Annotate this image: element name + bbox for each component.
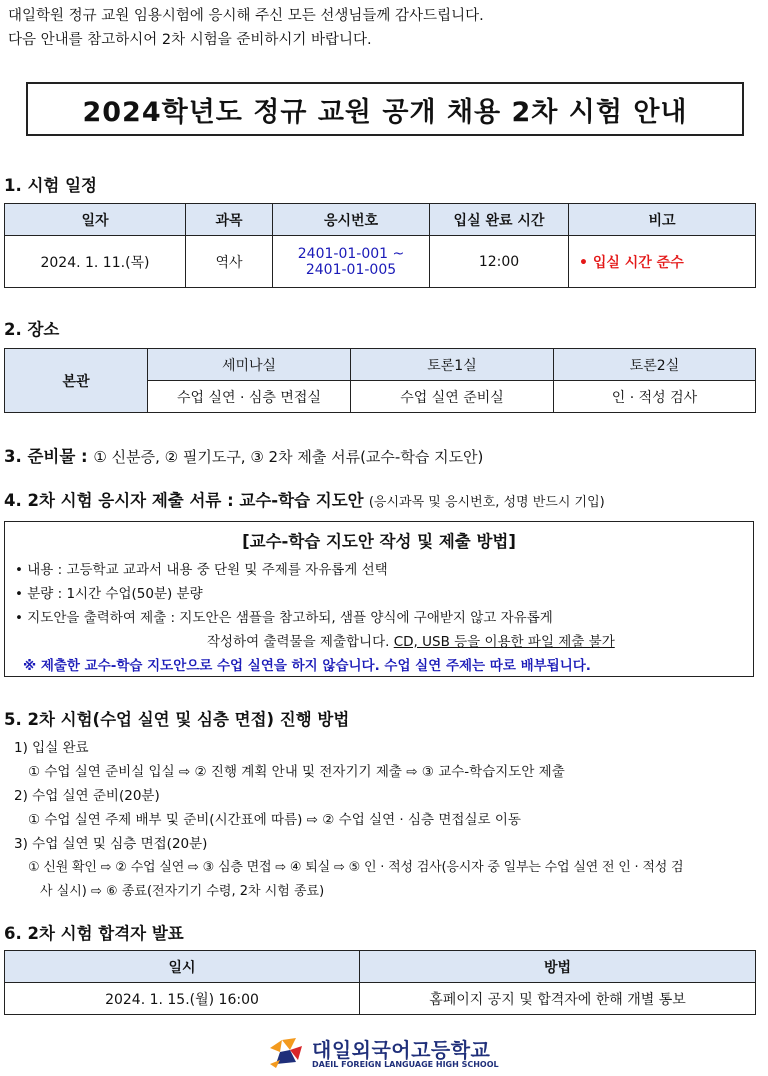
procedure-2-steps: ① 수업 실연 주제 배부 및 준비(시간표에 따름) ⇨ ② 수업 실연 · 심층 면접실로 이동 [28,812,521,828]
guide-item-submit-cont-text: 작성하여 출력물을 제출합니다. [207,634,390,650]
announcement-header-datetime: 일시 [5,951,360,983]
announcement-method: 홈페이지 공지 및 합격자에 한해 개별 통보 [360,983,756,1015]
guide-item-submit: • 지도안을 출력하여 제출 : 지도안은 샘플을 참고하되, 샘플 양식에 구애받지 않고 자유롭게 [15,610,553,626]
schedule-date: 2024. 1. 11.(목) [5,236,186,288]
guide-box [4,521,754,677]
guide-title: [교수-학습 지도안 작성 및 제출 방법] [242,532,516,551]
procedure-3-steps-line-2: 사 실시) ⇨ ⑥ 종료(전자기기 수령, 2차 시험 종료) [40,884,325,899]
schedule-header-number: 응시번호 [273,204,430,236]
announcement-datetime: 2024. 1. 15.(월) 16:00 [5,983,360,1015]
announcement-header-method: 방법 [360,951,756,983]
page-title: 2024학년도 정규 교원 공개 채용 2차 시험 안내 [26,82,744,136]
section-3-text: ① 신분증, ② 필기도구, ③ 2차 제출 서류(교수-학습 지도안) [93,448,484,466]
section-3-heading [4,443,483,467]
location-table [4,348,756,413]
school-name-en: DAEIL FOREIGN LANGUAGE HIGH SCHOOL [312,1060,499,1069]
schedule-subject: 역사 [186,236,273,288]
intro-line-2: 다음 안내를 참고하시어 2차 시험을 준비하시기 바랍니다. [8,32,372,48]
procedure-3-steps-line-1: ① 신원 확인 ⇨ ② 수업 실연 ⇨ ③ 심층 면접 ⇨ ④ 퇴실 ⇨ ⑤ 인 · 적성 검사(응시자 중 일부는 수업 실연 전 인 · 적성 검 [28,860,684,875]
schedule-table [4,203,756,288]
school-emblem-icon [266,1036,308,1070]
procedure-1-title: 1) 입실 완료 [14,740,89,756]
procedure-3-title: 3) 수업 실연 및 심층 면접(20분) [14,836,208,852]
section-2-heading: 2. 장소 [4,320,60,339]
section-4-note: (응시과목 및 응시번호, 성명 반드시 기입) [368,495,605,510]
section-6-heading: 6. 2차 시험 합격자 발표 [4,924,184,943]
schedule-number [273,236,430,288]
location-room-seminar: 세미나실 [148,349,351,381]
section-3-label: 3. 준비물 : [4,447,94,466]
schedule-header-subject: 과목 [186,204,273,236]
guide-file-restriction: CD, USB 등을 이용한 파일 제출 불가 [393,634,615,650]
schedule-time: 12:00 [430,236,569,288]
procedure-2-title: 2) 수업 실연 준비(20분) [14,788,160,804]
schedule-header-note: 비고 [569,204,756,236]
guide-notice: ※ 제출한 교수-학습 지도안으로 수업 실연을 하지 않습니다. 수업 실연 주제는 따로 배부됩니다. [23,658,591,674]
location-room-discussion-2: 토론2실 [554,349,756,381]
section-4-label: 4. 2차 시험 응시자 제출 서류 : 교수-학습 지도안 [4,491,364,510]
schedule-header-time: 입실 완료 시간 [430,204,569,236]
location-use-discussion-2: 인 · 적성 검사 [554,381,756,413]
location-use-seminar: 수업 실연 · 심층 면접실 [148,381,351,413]
schedule-header-date: 일자 [5,204,186,236]
guide-item-submit-cont [207,630,615,650]
location-building: 본관 [5,349,148,413]
location-room-discussion-1: 토론1실 [351,349,554,381]
section-4-heading [4,487,605,511]
section-5-heading: 5. 2차 시험(수업 실연 및 심층 면접) 진행 방법 [4,710,350,729]
guide-item-length: • 분량 : 1시간 수업(50분) 분량 [15,586,203,602]
school-name-ko: 대일외국어고등학교 [312,1038,491,1062]
section-1-heading: 1. 시험 일정 [4,176,97,195]
intro-line-1: 대일학원 정규 교원 임용시험에 응시해 주신 모든 선생님들께 감사드립니다. [8,8,484,24]
location-use-discussion-1: 수업 실연 준비실 [351,381,554,413]
table-row [5,983,756,1015]
table-row [5,236,756,288]
schedule-note: • 입실 시간 준수 [569,236,756,288]
announcement-table [4,950,756,1015]
guide-item-content: • 내용 : 고등학교 교과서 내용 중 단원 및 주제를 자유롭게 선택 [15,562,388,578]
schedule-number-line-1: 2401-01-001 ~ [297,245,405,262]
school-logo [266,1036,526,1070]
procedure-1-steps: ① 수업 실연 준비실 입실 ⇨ ② 진행 계획 안내 및 전자기기 제출 ⇨ ③ 교수-학습지도안 제출 [28,764,565,780]
schedule-number-line-2: 2401-01-005 [305,261,397,278]
